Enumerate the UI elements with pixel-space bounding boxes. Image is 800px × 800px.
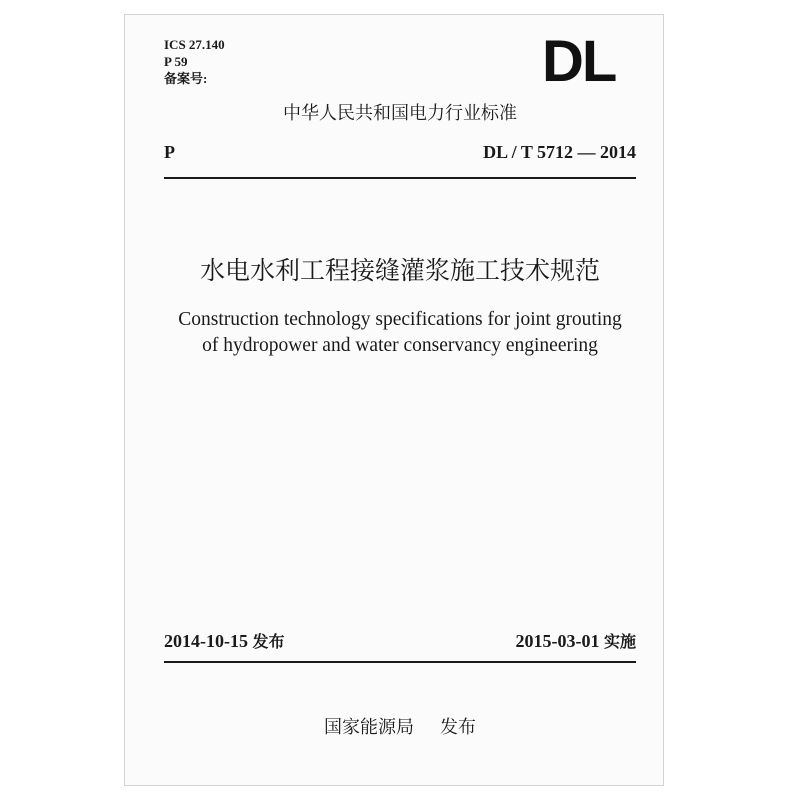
publisher-line bbox=[164, 716, 636, 740]
document-title-chinese: 水电水利工程接缝灌浆施工技术规范 bbox=[199, 256, 600, 285]
effective-date: 2015-03-01 bbox=[515, 631, 600, 651]
dl-logo: DL bbox=[542, 40, 616, 84]
cover-metadata bbox=[164, 36, 225, 87]
publisher-name: 国家能源局 bbox=[324, 717, 414, 738]
issue-date: 2014-10-15 bbox=[164, 631, 248, 651]
english-title-line-2: of hydropower and water conservancy engineering bbox=[202, 335, 598, 356]
standard-cover bbox=[124, 14, 664, 786]
effective-label: 实施 bbox=[603, 632, 636, 651]
top-divider bbox=[164, 177, 636, 179]
english-title-line-1: Construction technology specifications for joint grouting bbox=[178, 309, 622, 330]
document-title-english bbox=[164, 307, 636, 359]
bottom-divider bbox=[164, 661, 636, 663]
issue-date-group bbox=[164, 629, 285, 654]
date-row bbox=[164, 629, 636, 653]
publisher-action: 发布 bbox=[440, 717, 476, 738]
standard-number: DL / T 5712 — 2014 bbox=[483, 142, 636, 162]
standard-category-title: 中华人民共和国电力行业标准 bbox=[283, 103, 517, 124]
ics-code: ICS 27.140 bbox=[164, 37, 225, 52]
standard-code-row bbox=[164, 140, 636, 164]
filing-number-label: 备案号: bbox=[164, 71, 208, 86]
effective-date-group bbox=[515, 629, 636, 654]
classification-code: P 59 bbox=[164, 54, 188, 69]
classification-letter: P bbox=[164, 142, 175, 162]
issue-label: 发布 bbox=[252, 632, 285, 651]
